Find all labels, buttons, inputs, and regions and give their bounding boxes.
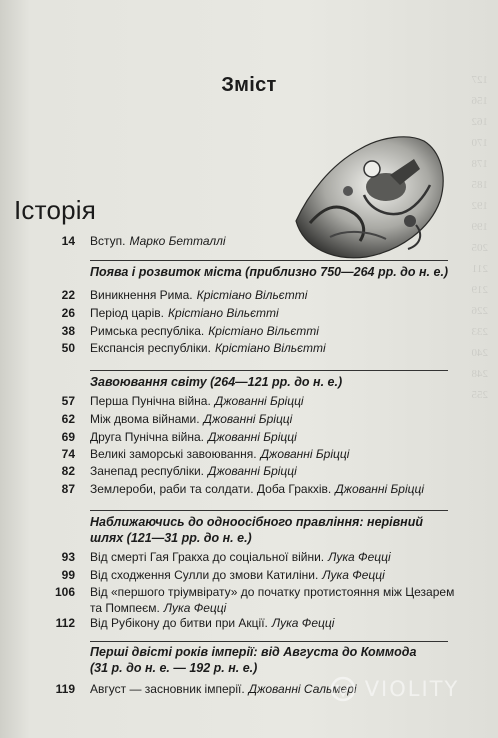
entry-author: Джованні Бріцці: [207, 430, 297, 444]
toc-entry: [0, 616, 498, 636]
watermark-text: VIOLITY: [364, 677, 460, 701]
watermark-logo-icon: [330, 676, 356, 702]
toc-entry: [0, 412, 498, 432]
page-number: 106: [54, 585, 75, 599]
entry-title: Період царів.: [90, 306, 164, 320]
page-number: 57: [61, 394, 75, 408]
entry-author: Джованні Бріцці: [203, 412, 293, 426]
entry-title: Занепад республіки.: [90, 464, 204, 478]
entry-author: Лука Феццi: [322, 568, 385, 582]
page-number: 99: [61, 568, 75, 582]
toc-entry: [0, 482, 498, 502]
page-number: 93: [61, 550, 75, 564]
page-number: 62: [61, 412, 75, 426]
entry-author: Крістіано Вільєтті: [214, 341, 326, 355]
entry-title: та Помпеєм.: [90, 601, 160, 615]
page-number: 112: [55, 616, 75, 630]
part-title: [90, 514, 450, 546]
part-title: [90, 644, 450, 676]
toc-entry: [0, 306, 498, 326]
toc-entry: [0, 341, 498, 361]
entry-title: Вступ.: [90, 234, 126, 248]
entry-author: Крістіано Вільєтті: [167, 306, 279, 320]
part-title-line: Наближаючись до одноосібного правління: нерівний: [90, 515, 424, 529]
part-title-line: (31 р. до н. е. — 192 р. н. е.): [90, 661, 258, 675]
page-number: 26: [61, 306, 75, 320]
toc-entry: [0, 234, 498, 254]
entry-title: Римська республіка.: [90, 324, 205, 338]
entry-author: Джованні Бріцці: [335, 482, 425, 496]
entry-author: Джованні Сальмері: [248, 682, 357, 696]
entry-author: Джованні Бріцці: [260, 447, 350, 461]
entry-title: Виникнення Рима.: [90, 288, 193, 302]
entry-title: Від Рубікону до битви при Акції.: [90, 616, 268, 630]
entry-title: Від сходження Сулли до змови Катиліни.: [90, 568, 319, 582]
part-divider: [90, 370, 448, 371]
entry-title: Великі заморські завоювання.: [90, 447, 257, 461]
part-divider: [90, 510, 448, 511]
part-title: Завоювання світу (264—121 рр. до н. е.): [90, 375, 343, 389]
entry-author: Лука Феццi: [328, 550, 391, 564]
toc-entry: [0, 288, 498, 308]
entry-title: Перша Пунічна війна.: [90, 394, 211, 408]
page-number: 22: [61, 288, 75, 302]
part-title-line: Перші двісті років імперії: від Августа до Коммода: [90, 645, 417, 659]
entry-title: Землероби, раби та солдати. Доба Гракхів.: [90, 482, 332, 496]
entry-title: Друга Пунічна війна.: [90, 430, 204, 444]
entry-author: Джованні Бріцці: [208, 464, 297, 478]
page-title: Зміст: [221, 74, 277, 96]
part-divider: [90, 641, 448, 642]
page-number: 82: [61, 464, 75, 478]
part-divider: [90, 260, 448, 261]
entry-title: Експансія республіки.: [90, 341, 211, 355]
page-number: 50: [61, 341, 75, 355]
watermark: [330, 676, 490, 710]
entry-author: Крістіано Вільєтті: [208, 324, 319, 338]
toc-entry: [0, 394, 498, 414]
page-number: 87: [61, 482, 75, 496]
page-number: 74: [61, 447, 75, 461]
toc-entry: [0, 464, 498, 484]
entry-title: Август — засновник імперії.: [90, 682, 245, 696]
entry-author: Марко Бетталлі: [129, 234, 226, 248]
toc-entry: [0, 550, 498, 570]
entry-title: Від смерті Гая Гракха до соціальної війни.: [90, 550, 325, 564]
entry-author: Лука Феццi: [163, 601, 227, 615]
entry-author: Крістіано Вільєтті: [196, 288, 308, 302]
bleed-through-text: 127 156 162 170 178 185 192 199 205 211 219 226 233 240 248 255: [471, 74, 488, 401]
entry-title: Від «першого тріумвірату» до початку протистояння між Цезарем: [90, 585, 455, 599]
entry-title: Між двома війнами.: [90, 412, 200, 426]
page-number: 14: [61, 234, 75, 248]
page-number: 119: [55, 682, 75, 696]
part-title: Поява і розвиток міста (приблизно 750—264 рр. до н. е.): [90, 265, 449, 279]
part-title-line: шлях (121—31 рр. до н. е.): [90, 531, 252, 545]
section-heading: Історія: [14, 195, 97, 225]
entry-author: Лука Феццi: [271, 616, 335, 630]
entry-author: Джованні Бріцці: [214, 394, 304, 408]
page-number: 69: [61, 430, 75, 444]
page-number: 38: [61, 324, 75, 338]
